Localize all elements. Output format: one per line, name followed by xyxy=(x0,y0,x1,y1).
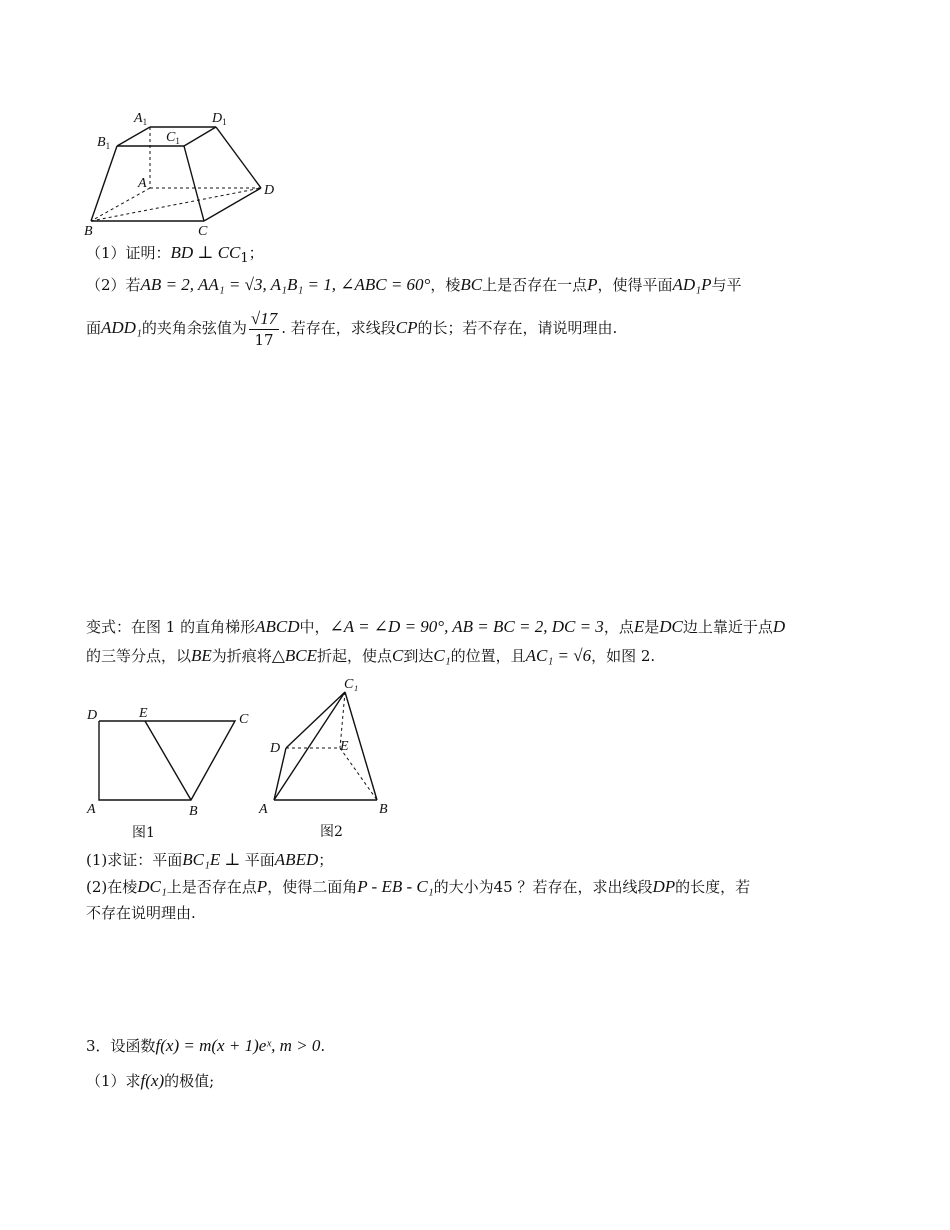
q3-part1: （1）求f(x)的极值; xyxy=(86,1071,215,1090)
label-c: C xyxy=(198,224,208,239)
label-b1: $B_1$ xyxy=(97,135,111,151)
edge-a1-b1 xyxy=(117,127,150,146)
fold-line-be xyxy=(145,721,191,800)
label-d: D xyxy=(264,183,275,198)
edge-b1-b xyxy=(91,146,117,221)
label-a1: $A_1$ xyxy=(134,111,148,127)
edge-c1-d xyxy=(286,692,345,748)
fig2-caption: 图2 xyxy=(320,824,343,840)
label-a: A xyxy=(138,176,147,191)
diagonal-b-d xyxy=(91,188,261,221)
variant-part1: (1)求证：平面BC₁E ⊥ 平面ABED； xyxy=(86,850,334,869)
variant-part2: (2)在棱DC₁上是否存在点P，使得二面角P - EB - C₁的大小为45 ？若存在，求出线段DP的长度，若 xyxy=(86,877,751,896)
variant-line2: 的三等分点，以BE为折痕将△BCE折起，使点C到达C₁的位置，且AC₁ = √6，如图 2. xyxy=(86,646,656,665)
q3-statement: 3．设函数f(x) = m(x + 1)eˣ, m > 0. xyxy=(86,1036,326,1055)
edge-d1-d xyxy=(216,127,261,188)
fig1-label-c: C xyxy=(239,712,249,727)
edge-d1-c1 xyxy=(184,127,216,146)
fig1-label-a: A xyxy=(87,802,96,817)
q1-part2-line2: 面ADD₁的夹角余弦值为 $\frac{√17}{17}$ . 若存在，求线段CP的长；若不存在，请说明理由. xyxy=(86,308,618,349)
edge-c1-b xyxy=(345,692,377,800)
fig2-label-a: A xyxy=(259,802,268,817)
fig1-label-b: B xyxy=(189,804,198,819)
frustum-figure xyxy=(80,108,280,238)
variant-part2-line2: 不存在说明理由. xyxy=(86,904,196,922)
q1-part2: （2）若AB = 2, AA₁ = √3, A₁B₁ = 1, ∠ABC = 60°，棱BC上是否存在一点P，使得平面AD₁P与平 xyxy=(86,275,742,294)
fig2-label-c1: C₁ xyxy=(344,677,359,692)
cosine-fraction: $\frac{√17}{17}$ xyxy=(250,308,278,349)
pyramid-figure xyxy=(256,670,416,840)
fig2-label-b: B xyxy=(379,802,388,817)
fig1-label-d: D xyxy=(87,708,98,723)
fig2-label-e: E xyxy=(340,739,349,754)
label-d1: $D_1$ xyxy=(212,111,227,127)
fig1-caption: 图1 xyxy=(132,825,155,841)
label-c1: $C_1$ xyxy=(166,130,180,146)
trapezoid-figure xyxy=(84,700,264,850)
q1-part1: （1）证明：BD ⊥ CC1； xyxy=(86,243,264,266)
edge-a-b xyxy=(91,188,150,221)
edge-c1-a xyxy=(274,692,345,800)
edge-c1-c xyxy=(184,146,204,221)
variant-line1: 变式：在图 1 的直角梯形ABCD中，∠A = ∠D = 90°, AB = BC = 2, DC = 3，点E是DC边上靠近于点D xyxy=(86,617,786,636)
edge-e-b xyxy=(340,748,377,800)
label-b: B xyxy=(84,224,93,239)
trapezoid-outline xyxy=(99,721,235,800)
fig2-label-d: D xyxy=(270,741,281,756)
fig1-label-e: E xyxy=(139,706,148,721)
edge-c-d xyxy=(204,188,261,221)
